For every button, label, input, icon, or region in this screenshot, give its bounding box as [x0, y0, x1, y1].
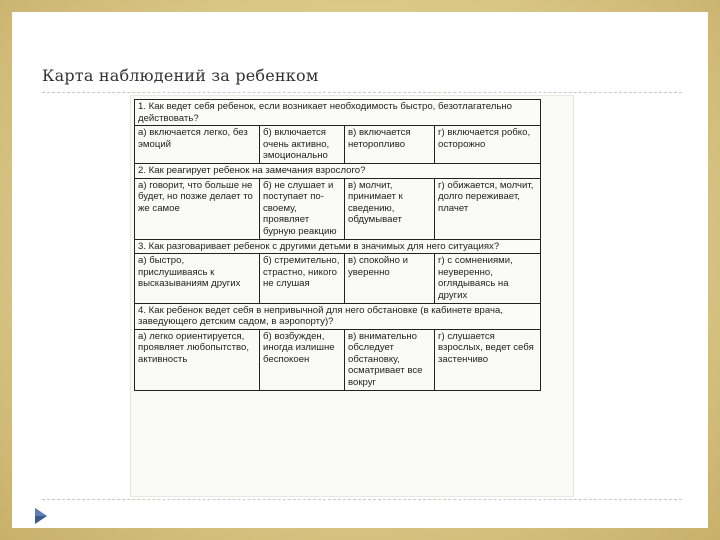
answer-cell: б) стремительно, страстно, никого не слушая — [260, 254, 345, 303]
question-cell: 4. Как ребенок ведет себя в непривычной для него обстановке (в кабинете врача, заведующего детским садом, в аэропорту)? — [135, 303, 541, 329]
answer-cell: в) включается неторопливо — [345, 126, 435, 164]
observation-table-image — [130, 95, 574, 497]
table-row — [135, 178, 541, 239]
answer-cell: г) с сомнениями, неуверенно, оглядываясь на других — [435, 254, 541, 303]
answer-cell: б) возбужден, иногда излишне беспокоен — [260, 329, 345, 390]
slide — [12, 12, 708, 528]
table-row — [135, 303, 541, 329]
answer-cell: а) быстро, прислушиваясь к высказываниям других — [135, 254, 260, 303]
answer-cell: в) внимательно обследует обстановку, осматривает все вокруг — [345, 329, 435, 390]
question-cell: 3. Как разговаривает ребенок с другими детьми в значимых для него ситуациях? — [135, 239, 541, 254]
question-cell: 2. Как реагирует ребенок на замечания взрослого? — [135, 163, 541, 178]
answer-cell: б) не слушает и поступает по-своему, проявляет бурную реакцию — [260, 178, 345, 239]
triangle-right-icon[interactable] — [34, 507, 48, 525]
answer-cell: г) обижается, молчит, долго переживает, плачет — [435, 178, 541, 239]
answer-cell: г) слушается взрослых, ведет себя застенчиво — [435, 329, 541, 390]
answer-cell: б) включается очень активно, эмоционально — [260, 126, 345, 164]
answer-cell: а) включается легко, без эмоций — [135, 126, 260, 164]
answer-cell: в) молчит, принимает к сведению, обдумывает — [345, 178, 435, 239]
title-divider — [42, 92, 682, 93]
table-row — [135, 126, 541, 164]
answer-cell: а) легко ориентируется, проявляет любопытство, активность — [135, 329, 260, 390]
table-row — [135, 329, 541, 390]
footer-divider — [42, 499, 682, 500]
question-cell: 1. Как ведет себя ребенок, если возникает необходимость быстро, безотлагательно действовать? — [135, 100, 541, 126]
answer-cell: а) говорит, что больше не будет, но позже делает то же самое — [135, 178, 260, 239]
table-row — [135, 163, 541, 178]
observation-table — [134, 99, 541, 391]
table-row — [135, 254, 541, 303]
answer-cell: в) спокойно и уверенно — [345, 254, 435, 303]
answer-cell: г) включается робко, осторожно — [435, 126, 541, 164]
table-row — [135, 100, 541, 126]
table-row — [135, 239, 541, 254]
slide-title: Карта наблюдений за ребенком — [42, 66, 319, 85]
